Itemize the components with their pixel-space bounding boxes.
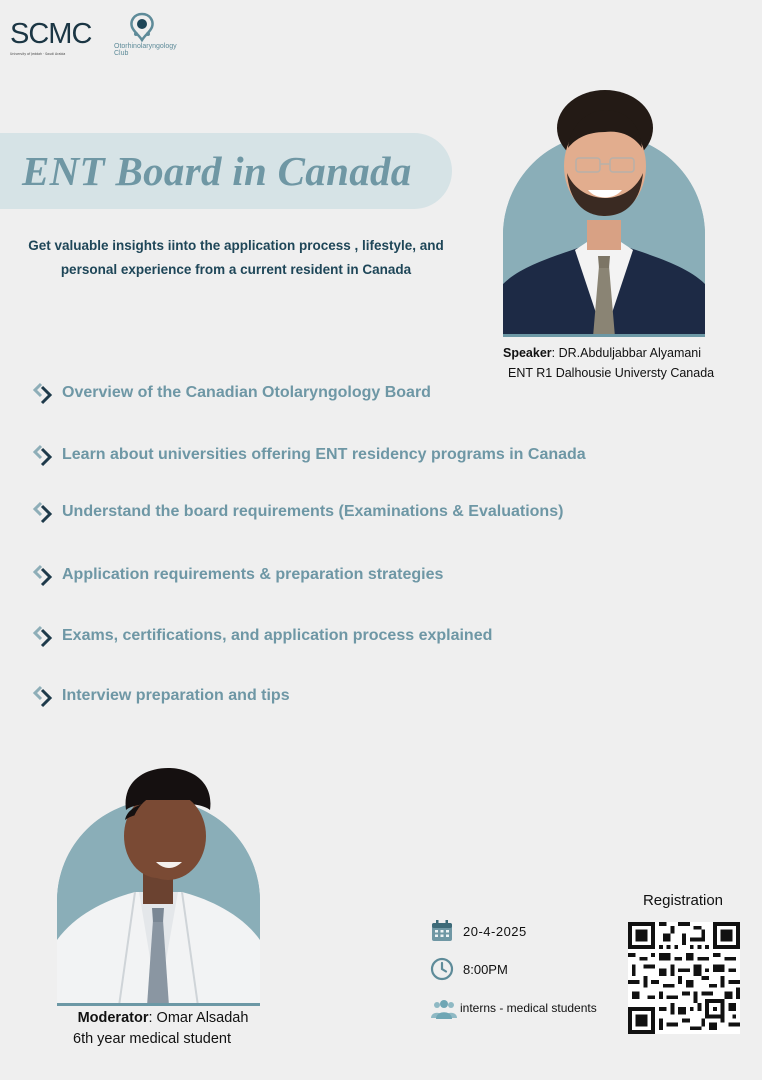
speaker-role: Speaker bbox=[503, 346, 552, 360]
chevron-bullet-icon bbox=[32, 381, 56, 405]
event-intro bbox=[0, 234, 472, 282]
moderator-face bbox=[124, 800, 212, 880]
speaker-head bbox=[540, 88, 670, 218]
moderator-role: Moderator bbox=[77, 1010, 149, 1026]
registration-qr-code[interactable] bbox=[628, 922, 740, 1034]
agenda-item-text: Learn about universities offering ENT residency programs in Canada bbox=[62, 446, 586, 463]
agenda-item-text: Application requirements & preparation strategies bbox=[62, 566, 444, 583]
calendar-icon bbox=[430, 919, 454, 943]
registration-label: Registration bbox=[642, 892, 724, 909]
scmc-logo-text: SCMC bbox=[10, 18, 92, 50]
club-logo-line2: Club bbox=[114, 50, 129, 58]
event-date: 20-4-2025 bbox=[463, 923, 527, 939]
agenda-item-text: Overview of the Canadian Otolaryngology Board bbox=[62, 384, 431, 401]
ent-club-logo bbox=[114, 12, 186, 64]
clock-icon bbox=[430, 957, 454, 981]
moderator-name: : Omar Alsadah bbox=[148, 1010, 249, 1026]
speaker-caption bbox=[503, 343, 714, 383]
agenda-item bbox=[32, 624, 492, 648]
event-audience: interns - medical students bbox=[460, 1001, 597, 1015]
title-banner bbox=[0, 133, 452, 209]
agenda-item-text: Interview preparation and tips bbox=[62, 687, 290, 704]
speaker-title: ENT R1 Dalhousie Universty Canada bbox=[508, 366, 715, 380]
people-icon bbox=[430, 996, 458, 1020]
moderator-title: 6th year medical student bbox=[73, 1031, 231, 1047]
intro-line-2: personal experience from a current resident in Canada bbox=[60, 262, 412, 277]
moderator-caption bbox=[58, 1008, 268, 1050]
agenda-item bbox=[32, 381, 431, 405]
scmc-logo bbox=[10, 20, 105, 65]
agenda-item bbox=[32, 500, 563, 524]
agenda-item-text: Exams, certifications, and application process explained bbox=[62, 627, 493, 644]
scmc-logo-subtext: University of Jeddah · Saudi Arabia bbox=[10, 52, 66, 56]
chevron-bullet-icon bbox=[32, 443, 56, 467]
chevron-bullet-icon bbox=[32, 563, 56, 587]
chevron-bullet-icon bbox=[32, 684, 56, 708]
club-logo-line1: Otorhinolaryngology bbox=[114, 43, 177, 50]
agenda-item-text: Understand the board requirements (Examinations & Evaluations) bbox=[62, 503, 564, 520]
event-time: 8:00PM bbox=[463, 961, 508, 977]
event-date-row bbox=[430, 919, 527, 943]
chevron-bullet-icon bbox=[32, 624, 56, 648]
speaker-name: : DR.Abduljabbar Alyamani bbox=[551, 346, 702, 360]
agenda-item bbox=[32, 443, 586, 467]
chevron-bullet-icon bbox=[32, 500, 56, 524]
event-title: ENT Board in Canada bbox=[22, 148, 412, 194]
event-audience-row bbox=[430, 996, 597, 1020]
intro-line-1: Get valuable insights iinto the application process , lifestyle, and bbox=[28, 238, 444, 253]
agenda-item bbox=[32, 563, 443, 587]
ear-emblem-icon bbox=[122, 12, 162, 42]
agenda-item bbox=[32, 684, 290, 708]
event-time-row bbox=[430, 957, 508, 981]
